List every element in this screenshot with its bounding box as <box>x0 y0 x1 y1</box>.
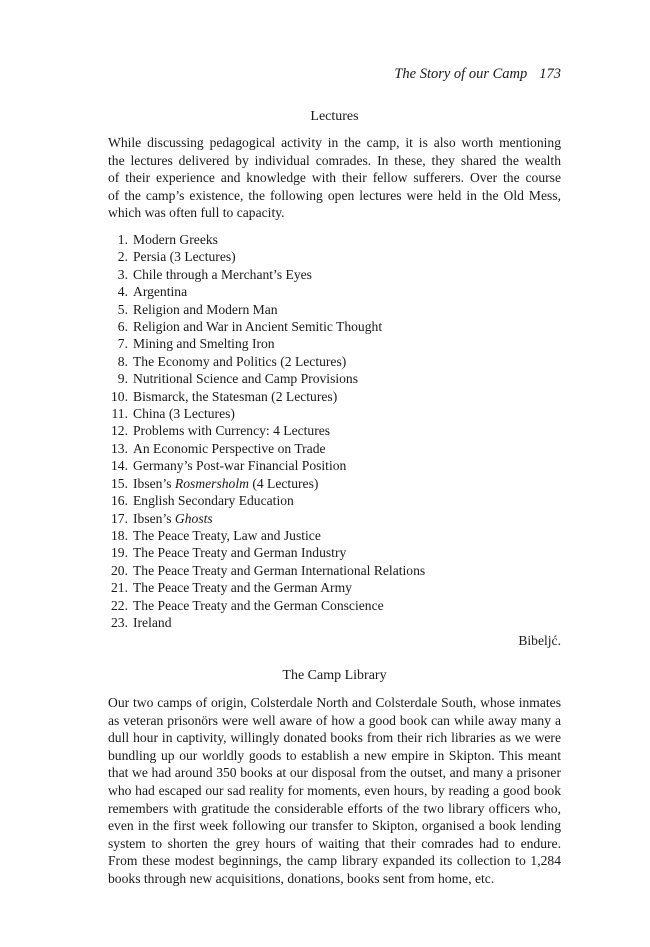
lecture-item <box>108 353 561 370</box>
lecture-title-text: Modern Greeks <box>133 232 218 247</box>
lecture-item <box>108 562 561 579</box>
lecture-item <box>108 266 561 283</box>
lecture-title <box>133 563 425 578</box>
paragraph-line: of the camp’s existence, the following open lectures were held in the Old Mess, <box>108 187 561 203</box>
lecture-number: 2. <box>117 249 128 265</box>
paragraph-line: even in the first week following our transfer to Skipton, organised a book lending <box>108 818 561 834</box>
lecture-number: 1. <box>117 232 128 247</box>
lecture-title-text: Ibsen’s <box>133 475 175 491</box>
lecture-title-italic: Rosmersholm <box>174 475 249 491</box>
paragraph-line: dull hour in captivity, willingly donated books from their rich libraries as we were <box>108 730 561 746</box>
lecture-number: 12. <box>111 423 128 439</box>
lecture-title-text: The Peace Treaty and the German Army <box>133 580 352 596</box>
lecture-title <box>133 528 321 543</box>
lecture-title <box>133 267 312 282</box>
lecture-title-text: Ibsen’s <box>133 510 175 526</box>
page-number: 173 <box>539 66 561 82</box>
lecture-title <box>133 389 337 404</box>
lecture-number: 8. <box>117 353 128 369</box>
lecture-item <box>108 388 561 405</box>
lecture-item <box>108 492 561 509</box>
lecture-number: 14. <box>111 458 128 474</box>
lecture-number: 5. <box>117 301 128 317</box>
lecture-title-text: Mining and Smelting Iron <box>133 336 275 352</box>
running-head-title: The Story of our Camp <box>394 66 528 82</box>
lecture-title <box>133 545 346 560</box>
lecture-item <box>108 370 561 387</box>
lecture-number: 18. <box>111 527 128 543</box>
lecture-title <box>133 319 382 334</box>
lecture-item <box>108 248 561 265</box>
lecture-item <box>108 405 561 422</box>
lecture-title <box>133 406 235 421</box>
lecture-item <box>108 579 561 596</box>
lecture-title <box>133 354 346 369</box>
paragraph-line: system to shorten the grey hours of waiting that their comrades had to endure. <box>108 835 561 851</box>
lecture-number: 11. <box>111 406 128 422</box>
author-signature: Bibeljć. <box>518 633 561 648</box>
lecture-title <box>133 232 218 247</box>
lecture-number: 16. <box>111 493 128 509</box>
lecture-item <box>108 510 561 527</box>
lecture-number: 19. <box>111 545 128 561</box>
lecture-title-text: Germany’s Post-war Financial Position <box>133 458 347 474</box>
lecture-title <box>133 423 330 438</box>
lecture-title-text: The Peace Treaty and German International Relations <box>133 562 426 578</box>
paragraph-line: remembers with gratitude the considerable efforts of the two library officers who, <box>108 800 561 816</box>
lecture-number: 10. <box>111 388 128 404</box>
lecture-title-text: Problems with Currency: 4 Lectures <box>133 423 331 439</box>
lecture-number: 15. <box>111 475 128 491</box>
lecture-title-text: The Peace Treaty and German Industry <box>133 545 347 561</box>
lecture-item <box>108 422 561 439</box>
lecture-item <box>108 614 561 631</box>
lecture-title-text: Religion and War in Ancient Semitic Thought <box>133 319 383 335</box>
lecture-title <box>133 580 352 595</box>
lecture-item <box>108 475 561 492</box>
lecture-title <box>133 458 346 473</box>
lecture-item <box>108 335 561 352</box>
lecture-number: 13. <box>111 440 128 456</box>
paragraph-line: of their experience and knowledge with their fellow sufferers. Over the course <box>108 170 561 186</box>
paragraph-line: While discussing pedagogical activity in the camp, it is also worth mentioning <box>108 135 561 150</box>
lecture-number: 20. <box>111 562 128 578</box>
lecture-item <box>108 318 561 335</box>
lecture-title-suffix: (4 Lectures) <box>248 475 319 491</box>
lecture-number: 7. <box>117 336 128 352</box>
lecture-title-text: Argentina <box>133 284 188 300</box>
camp-library-heading: The Camp Library <box>282 668 387 683</box>
lecture-number: 9. <box>117 371 128 387</box>
paragraph-line: who had escaped our sad reality for moments, even hours, by reading a good book <box>108 782 561 798</box>
paragraph-line: Our two camps of origin, Colsterdale North and Colsterdale South, whose inmates <box>108 695 561 710</box>
lecture-title-text: Religion and Modern Man <box>133 301 278 317</box>
lecture-item <box>108 301 561 318</box>
lecture-number: 4. <box>117 284 128 300</box>
lectures-intro-paragraph <box>108 134 561 222</box>
lecture-title <box>133 441 326 456</box>
lecture-number: 21. <box>111 580 128 596</box>
lecture-title-text: Ireland <box>133 614 172 630</box>
lecture-item <box>108 440 561 457</box>
lecture-number: 3. <box>117 266 128 282</box>
lecture-title-text: Nutritional Science and Camp Provisions <box>133 371 359 387</box>
paragraph-line: bundling up our worldly goods to establish a new empire in Skipton. This meant <box>108 747 561 763</box>
lecture-title-text: China (3 Lectures) <box>133 406 235 422</box>
lecture-title-text: The Peace Treaty and the German Conscience <box>133 597 384 613</box>
running-head <box>394 66 561 83</box>
paragraph-line: as veteran prisonörs were well aware of how a good book can while away many a <box>108 712 561 728</box>
lecture-item <box>108 544 561 561</box>
lecture-item <box>108 283 561 300</box>
lecture-number: 6. <box>117 319 128 335</box>
lecture-title <box>133 476 318 491</box>
lectures-heading: Lectures <box>310 109 359 124</box>
paragraph-line: From these modest beginnings, the camp library expanded its collection to 1,284 <box>108 853 561 869</box>
lecture-number: 17. <box>111 510 128 526</box>
lecture-title-text: The Economy and Politics (2 Lectures) <box>133 353 347 369</box>
lecture-title <box>133 249 236 264</box>
lecture-title <box>133 371 358 386</box>
lecture-number: 23. <box>111 614 128 630</box>
lecture-title-text: An Economic Perspective on Trade <box>133 440 326 456</box>
lecture-title <box>133 493 294 508</box>
lecture-number: 22. <box>111 597 128 613</box>
camp-library-paragraph <box>108 694 561 888</box>
lecture-title-text: Chile through a Merchant’s Eyes <box>133 266 312 282</box>
lecture-list <box>108 231 561 631</box>
paragraph-line: books through new acquisitions, donations, books sent from home, etc. <box>108 870 495 886</box>
lecture-title-text: Bismarck, the Statesman (2 Lectures) <box>133 388 338 404</box>
lecture-title-italic: Ghosts <box>174 510 213 526</box>
lecture-title <box>133 511 213 526</box>
lecture-item <box>108 597 561 614</box>
lecture-item <box>108 527 561 544</box>
paragraph-line: the lectures delivered by individual comrades. In these, they shared the wealth <box>108 152 561 168</box>
lecture-title <box>133 615 172 630</box>
lecture-title-text: The Peace Treaty, Law and Justice <box>133 527 321 543</box>
lecture-title-text: Persia (3 Lectures) <box>133 249 236 265</box>
lecture-title <box>133 284 187 299</box>
lecture-title <box>133 336 275 351</box>
lecture-item <box>108 457 561 474</box>
lecture-title <box>133 302 278 317</box>
lecture-item <box>108 231 561 248</box>
paragraph-line: which was often full to capacity. <box>108 205 285 221</box>
paragraph-line: that we had around 350 books at our disposal from the outset, and many a prisoner <box>108 765 561 781</box>
lecture-title <box>133 598 384 613</box>
lecture-title-text: English Secondary Education <box>133 493 294 509</box>
